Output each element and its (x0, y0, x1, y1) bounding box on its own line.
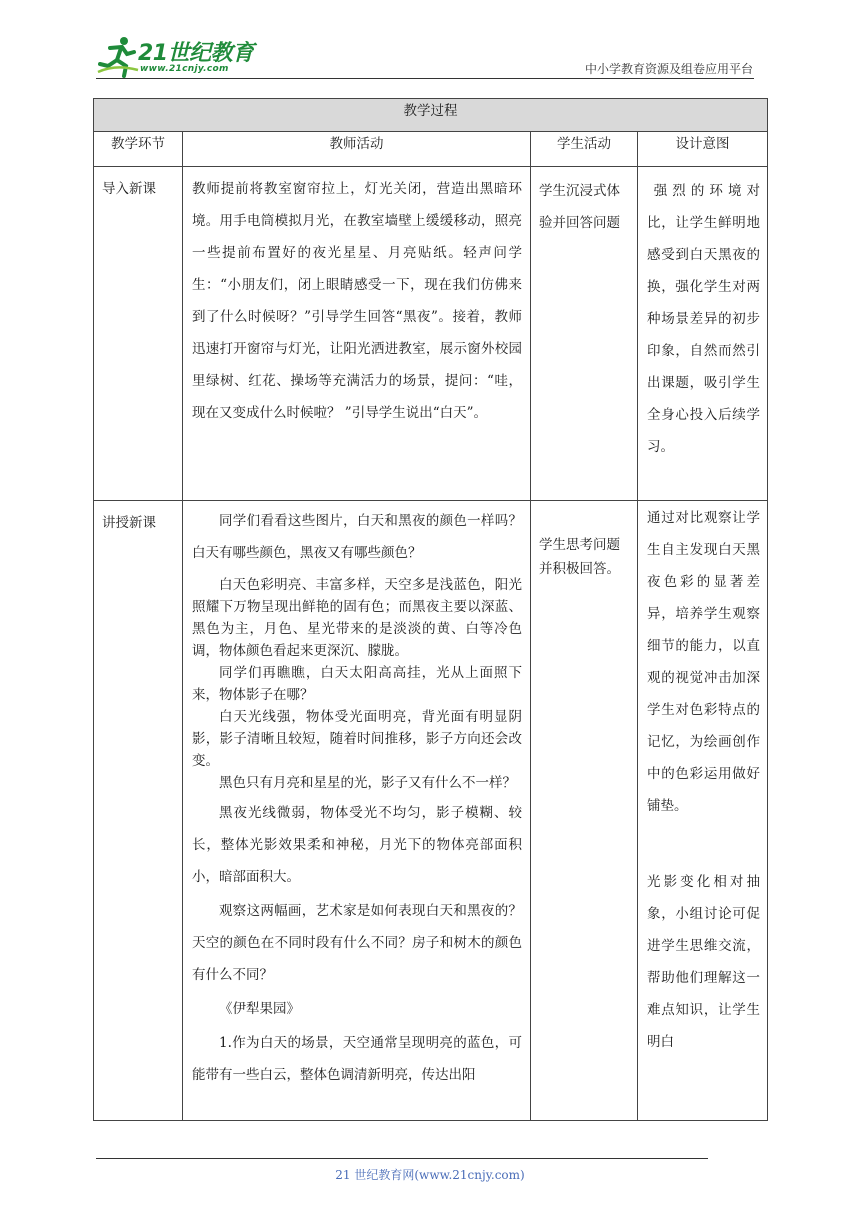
column-header: 设计意图 (638, 132, 768, 167)
student-activity-cell: 学生沉浸式体验并回答问题 (531, 167, 638, 501)
table-header-row (94, 132, 768, 167)
student-activity-cell (531, 501, 638, 1121)
teacher-activity-cell (183, 501, 531, 1121)
teacher-paragraph: 《伊犁果园》 (219, 1001, 300, 1017)
teacher-paragraph: 黑夜光线微弱，物体受光不均匀，影子模糊、较长，整体光影效果柔和神秘，月光下的物体亮部面积小，暗部面积大。 (192, 805, 522, 885)
section-cell: 讲授新课 (94, 501, 183, 1121)
footer-text: 21 世纪教育网(www.21cnjy.com) (335, 1168, 525, 1182)
teacher-paragraph: 1.作为白天的场景，天空通常呈现明亮的蓝色，可能带有一些白云，整体色调清新明亮，传达出阳 (192, 1035, 522, 1083)
runner-logo-icon (96, 34, 140, 78)
column-header: 教学环节 (94, 132, 183, 167)
table-row (94, 501, 768, 1121)
table-row (94, 167, 768, 501)
teacher-paragraph: 同学们看看这些图片，白天和黑夜的颜色一样吗？白天有哪些颜色，黑夜又有哪些颜色？ (192, 513, 522, 561)
table-title-row (94, 99, 768, 132)
logo-url: www.21cnjy.com (140, 64, 229, 74)
teacher-activity-cell (183, 167, 531, 501)
teacher-paragraph: 观察这两幅画，艺术家是如何表现白天和黑夜的？天空的颜色在不同时段有什么不同？房子和树木的颜色有什么不同？ (192, 903, 522, 983)
design-intent-cell (638, 167, 768, 501)
footer-divider (96, 1158, 708, 1159)
teacher-paragraph: 白天光线强，物体受光面明亮，背光面有明显阴影，影子清晰且较短，随着时间推移，影子方向还会改变。 (192, 709, 522, 769)
logo-text: 21世纪教育 (138, 41, 254, 66)
table-title: 教学过程 (94, 99, 768, 132)
teacher-paragraph: 黑色只有月亮和星星的光，影子又有什么不一样？ (219, 775, 516, 791)
student-activity-text: 学生思考问题并积极回答。 (539, 537, 620, 577)
header-divider (96, 78, 754, 79)
intent-paragraph: 通过对比观察让学生自主发现白天黑夜色彩的显著差异，培养学生观察细节的能力，以直观的视觉冲击加深学生对色彩特点的记忆，为绘画创作中的色彩运用做好铺垫。 (647, 510, 760, 814)
column-header: 学生活动 (531, 132, 638, 167)
platform-name: 中小学教育资源及组卷应用平台 (584, 62, 753, 76)
design-intent-cell (638, 501, 768, 1121)
page-header (0, 0, 860, 80)
section-cell: 导入新课 (94, 167, 183, 501)
logo (96, 34, 266, 78)
teacher-paragraph: 同学们再瞧瞧，白天太阳高高挂，光从上面照下来，物体影子在哪？ (192, 665, 522, 703)
teacher-paragraph: 白天色彩明亮、丰富多样，天空多是浅蓝色，阳光照耀下万物呈现出鲜艳的固有色；而黑夜主要以深蓝、黑色为主，月色、星光带来的是淡淡的黄、白等冷色调，物体颜色看起来更深沉、朦胧。 (192, 577, 522, 659)
column-header: 教师活动 (183, 132, 531, 167)
teacher-paragraph: 教师提前将教室窗帘拉上，灯光关闭，营造出黑暗环境。用手电筒模拟月光，在教室墙壁上缓缓移动，照亮一些提前布置好的夜光星星、月亮贴纸。轻声问学生：“小朋友们，闭上眼睛感受一下，现在我们仿佛来到了什么时候呀？”引导学生回答“黑夜”。接着，教师迅速打开窗帘与灯光，让阳光洒进教室，展示窗外校园里绿树、红花、操场等充满活力的场景，提问：“哇，现在又变成什么时候啦？ ”引导学生说出“白天”。 (192, 181, 522, 421)
intent-paragraph: 光影变化相对抽象，小组讨论可促进学生思维交流，帮助他们理解这一难点知识，让学生明白 (647, 874, 760, 1050)
intent-paragraph: 强烈的环境对比，让学生鲜明地感受到白天黑夜的换，强化学生对两种场景差异的初步印象，自然而然引出课题，吸引学生全身心投入后续学习。 (647, 183, 760, 455)
lesson-table (93, 98, 768, 1121)
